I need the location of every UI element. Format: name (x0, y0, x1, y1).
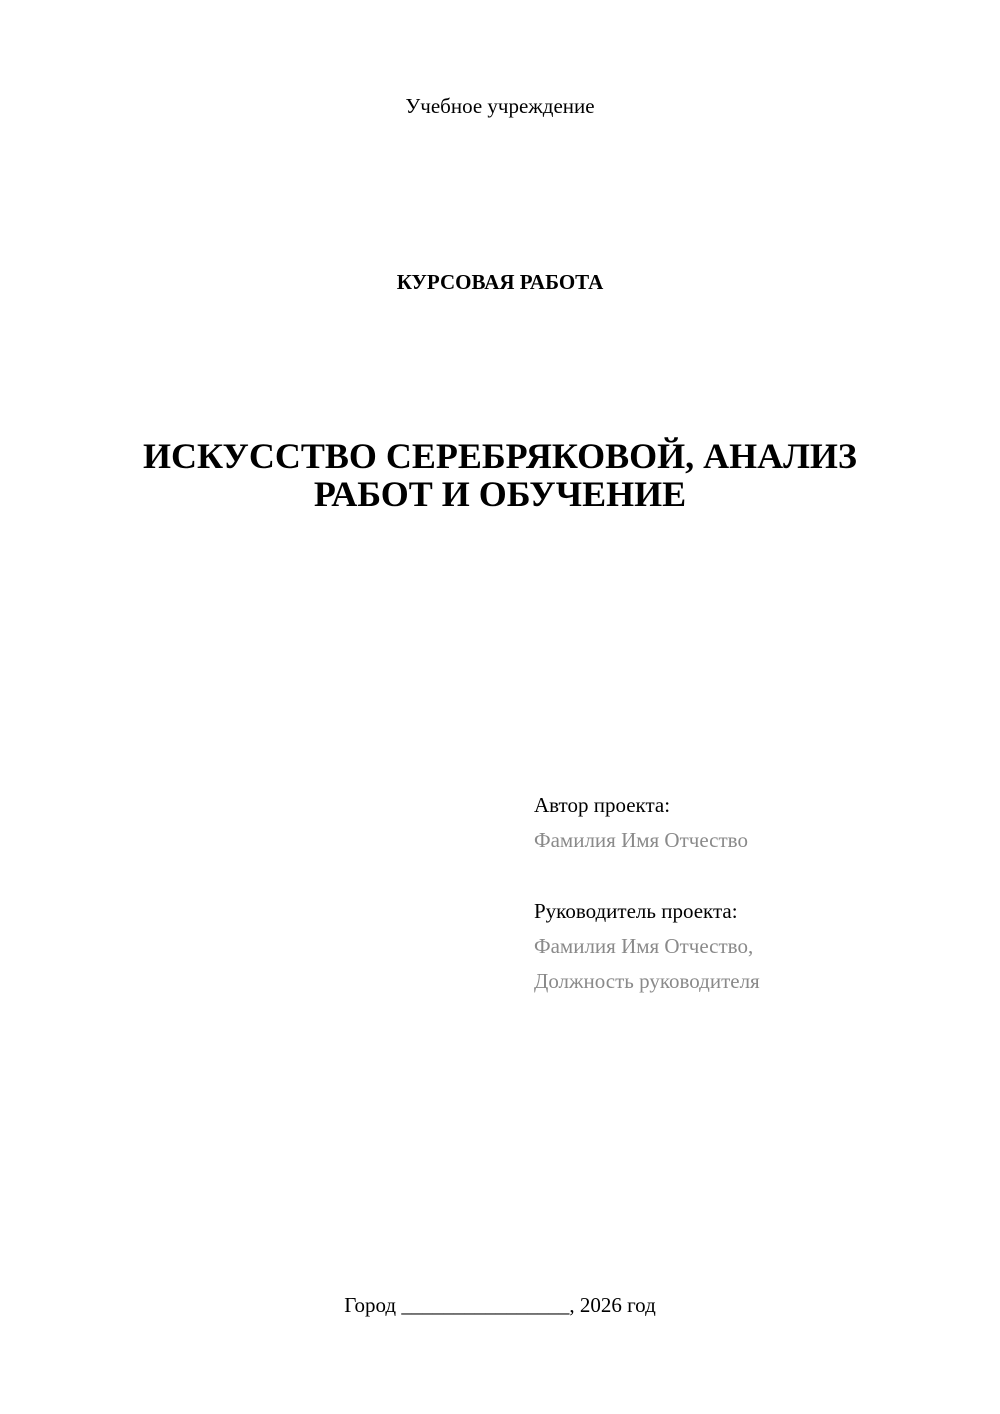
document-title-line-2: РАБОТ И ОБУЧЕНИЕ (313, 474, 687, 514)
institution-name: Учебное учреждение (405, 94, 595, 118)
supervisor-name-placeholder: Фамилия Имя Отчество, (534, 934, 754, 958)
document-title (60, 437, 940, 513)
city-year-line: Город ________________, 2026 год (344, 1293, 656, 1317)
author-name-placeholder: Фамилия Имя Отчество (534, 828, 748, 852)
supervisor-position-placeholder: Должность руководителя (534, 969, 760, 993)
author-label: Автор проекта: (534, 793, 671, 817)
work-type-heading: КУРСОВАЯ РАБОТА (396, 270, 604, 294)
document-title-line-1: ИСКУССТВО СЕРЕБРЯКОВОЙ, АНАЛИЗ (143, 436, 857, 476)
credits-block (534, 788, 964, 999)
credits-spacer (534, 858, 964, 894)
supervisor-label: Руководитель проекта: (534, 899, 738, 923)
